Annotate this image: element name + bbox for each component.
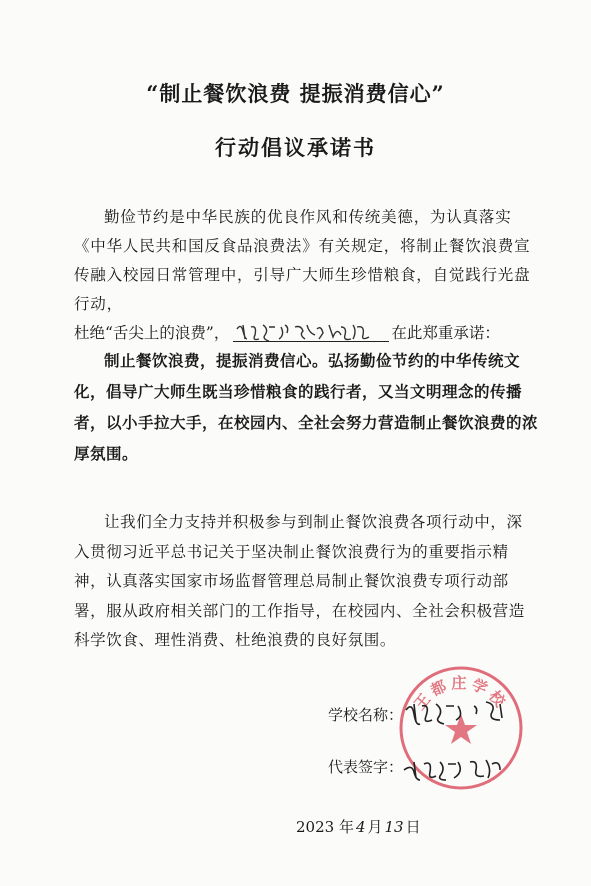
date-year: 2023 年	[296, 818, 354, 836]
date-day-suffix: 日	[405, 818, 421, 836]
document-title-line2: 行动倡议承诺书	[215, 135, 376, 160]
date-month: 4	[355, 818, 366, 836]
date-line	[296, 816, 421, 837]
date-day: 13	[384, 818, 404, 836]
date-month-suffix: 月	[367, 818, 383, 836]
paragraph-intro-text: 勤俭节约是中华民族的优良作风和传统美德，为认真落实《中华人民共和国反食品浪费法》有关规定，将制止餐饮浪费宣传融入校园日常管理中，引导广大师生珍惜粮食，自觉践行光盘行动，	[74, 208, 531, 313]
paragraph-action-text: 让我们全力支持并积极参与到制止餐饮浪费各项行动中，深入贯彻习近平总书记关于坚决制止餐饮浪费行为的重要指示精神，认真落实国家市场监督管理总局制止餐饮浪费专项行动部署，服从政府相关部门的工作指导，在校园内、全社会积极营造科学饮食、理性消费、杜绝浪费的良好氛围。	[74, 513, 525, 649]
document-title-line1: “制止餐饮浪费 提振消费信心”	[146, 81, 445, 106]
paragraph-intro-tail-suffix: 在此郑重承诺：	[391, 324, 500, 342]
school-name-label: 学校名称：	[328, 706, 404, 724]
paragraph-action	[74, 508, 536, 656]
representative-signature	[400, 752, 510, 788]
paragraph-intro-tail	[74, 319, 534, 348]
representative-label: 代表签字：	[328, 758, 404, 776]
paragraph-commitment	[74, 345, 540, 469]
paragraph-commitment-text: 制止餐饮浪费，提振消费信心。弘扬勤俭节约的中华传统文化，倡导广大师生既当珍惜粮食的践行者，又当文明理念的传播者，以小手拉大手，在校园内、全社会努力营造制止餐饮浪费的浓厚氛围。	[74, 351, 539, 463]
paragraph-intro	[74, 203, 534, 319]
paragraph-intro-tail-prefix: 杜绝“舌尖上的浪费”，	[74, 324, 230, 342]
seal-text: 王都庄学校	[410, 674, 512, 714]
inline-handwritten-signature	[229, 319, 391, 345]
school-name-handwriting	[402, 696, 512, 732]
